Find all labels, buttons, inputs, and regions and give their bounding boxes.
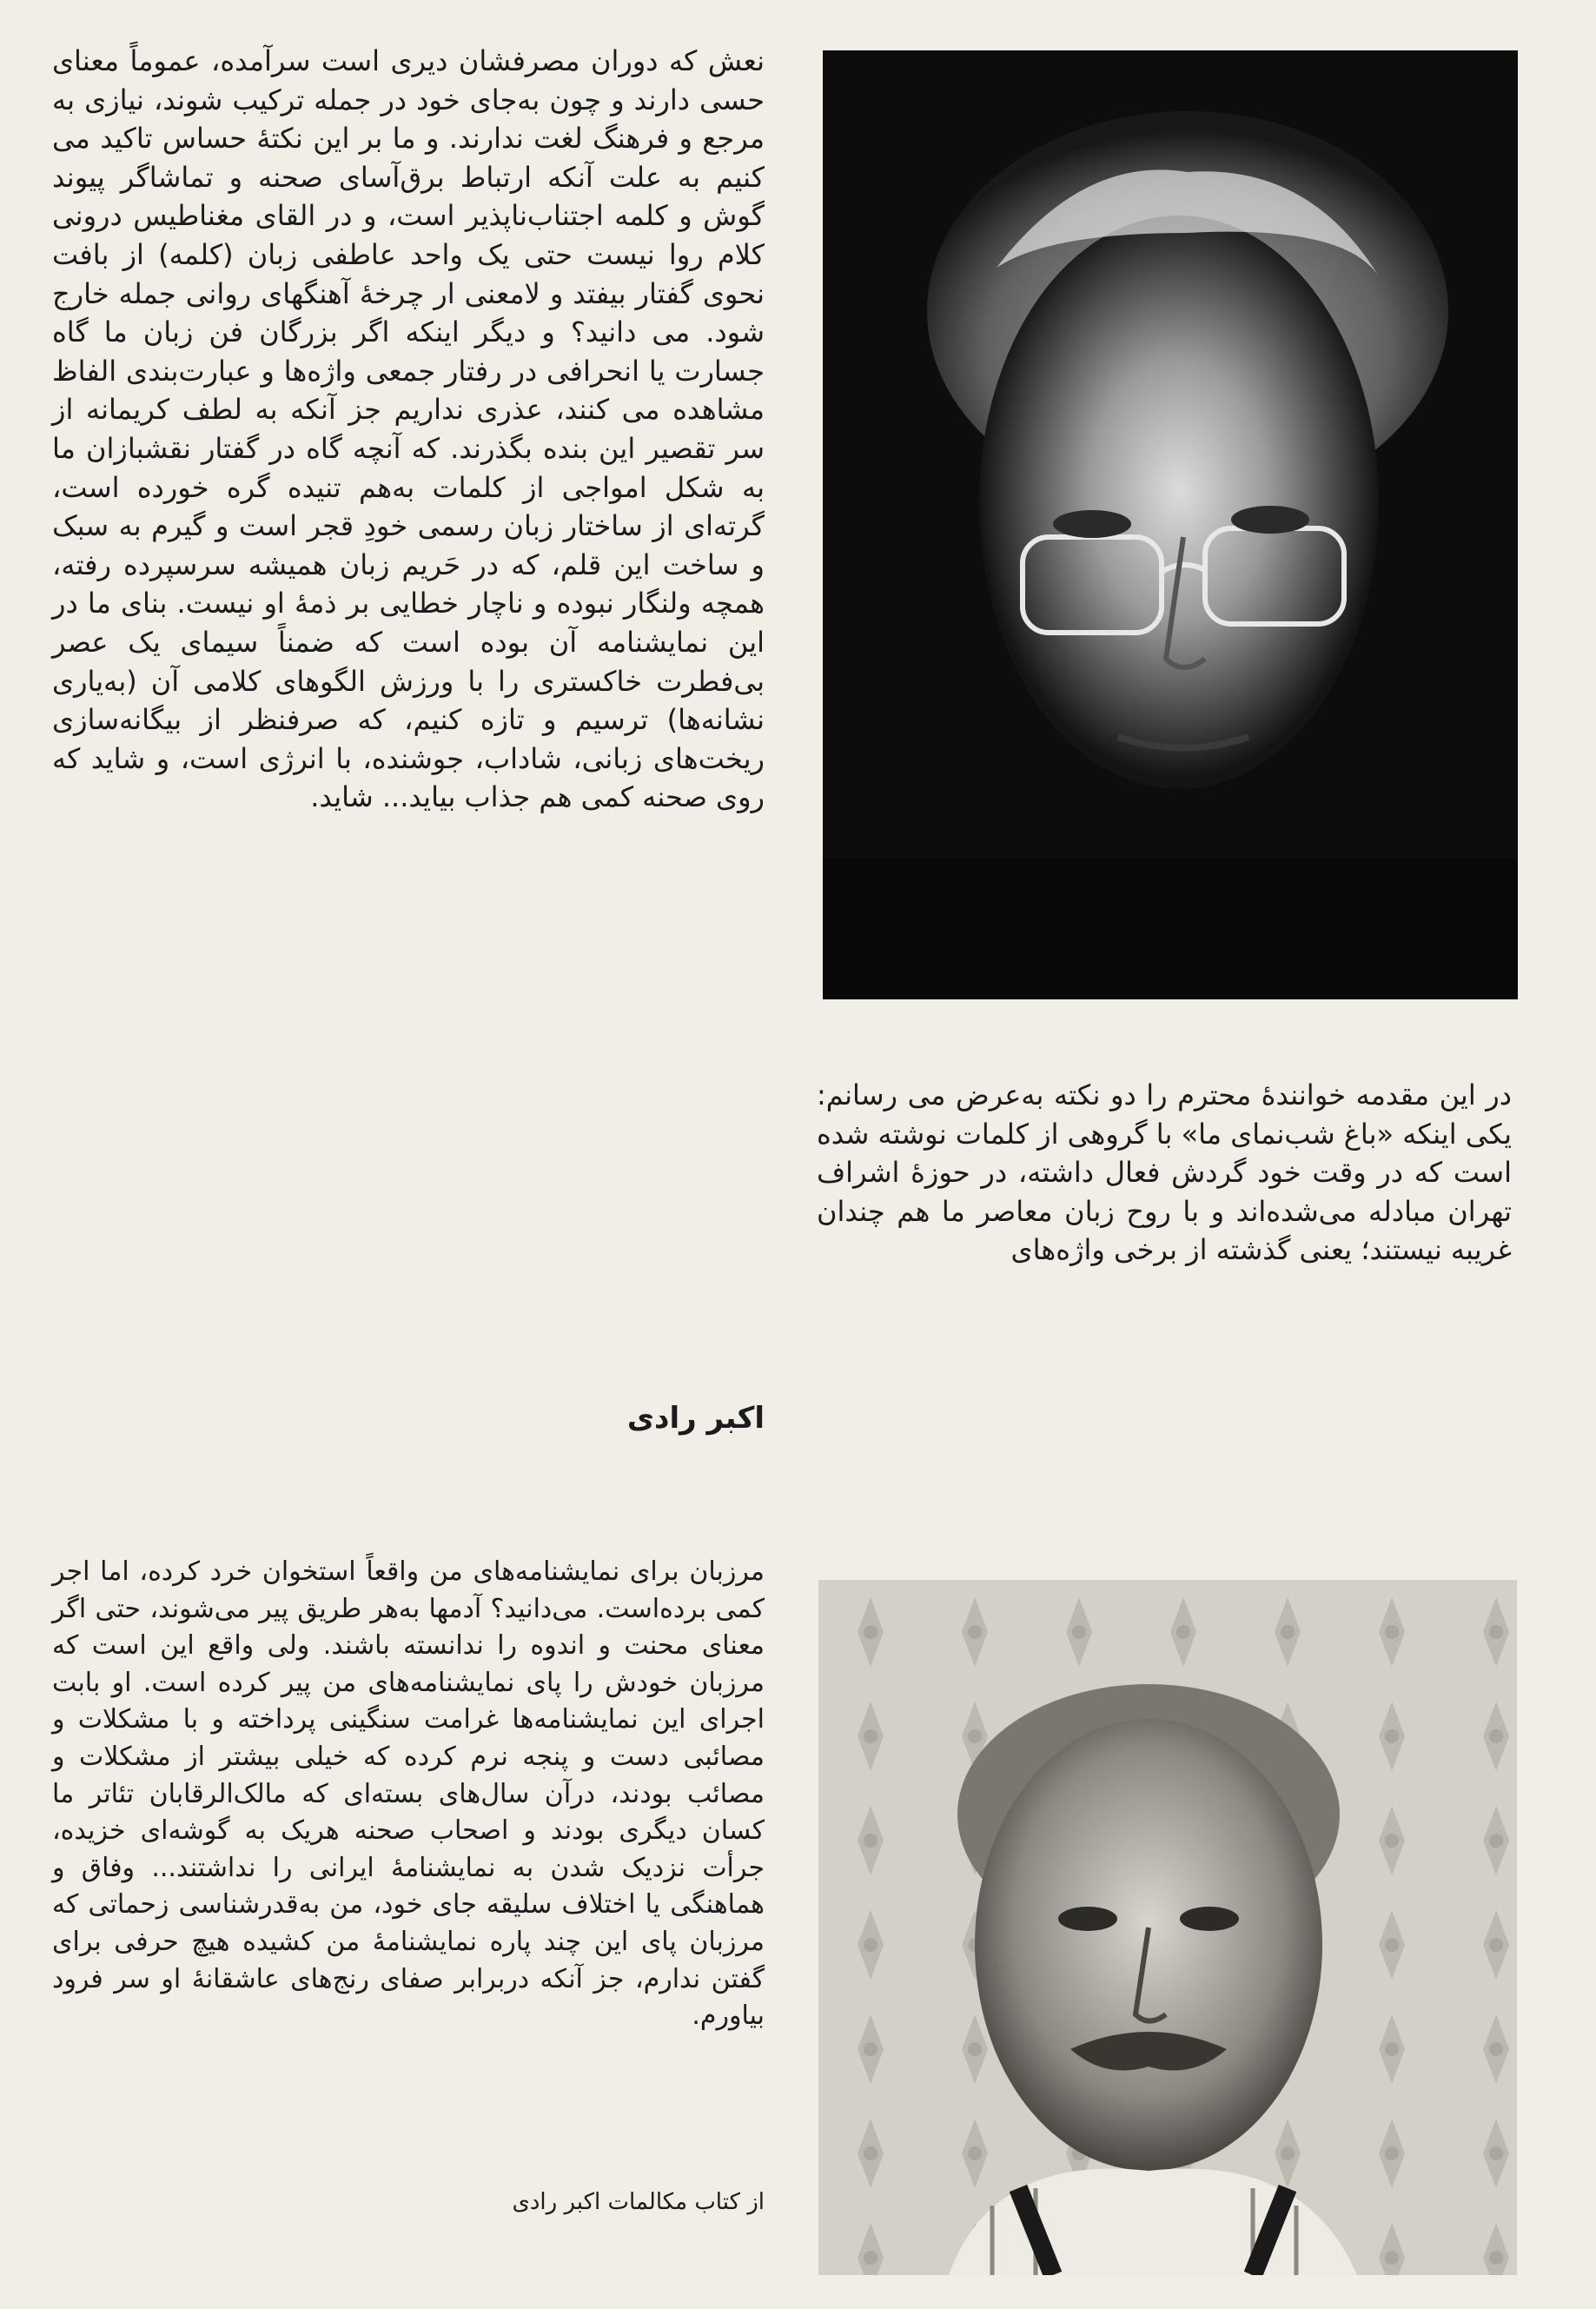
author-signature: اکبر رادی [626, 1401, 765, 1436]
portrait-mustache-image [818, 1580, 1517, 2275]
section1-intro-paragraph: در این مقدمه خوانندهٔ محترم را دو نکته به‌عرض می رسانم: یکی اینکه «باغ شب‌نمای ما» با گروهی از کلمات نوشته شده است که در وقت خود گردش فعال داشته، در حوزهٔ اشراف تهران مبادله می‌شده‌اند و با روح زبان معاصر ما هم چندان غریبه نیستند؛ یعنی گذشته از برخی واژه‌های [816, 1078, 1512, 1267]
section2-body-paragraph: مرزبان برای نمایشنامه‌های من واقعاً استخوان خرد کرده، اما اجر کمی برده‌است. می‌دانید؟ آدمها به‌هر طریق پیر می‌شوند، حتی اگر معنای محنت و اندوه را ندانسته باشند. ولی واقع این است که مرزبان خودش را پای نمایشنامه‌های من پیر کرده است. او بابت اجرای این نمایشنامه‌ها غرامت سنگینی پرداخته و با مشکلات و مصائبی دست و پنجه نرم کرده که خیلی بیشتر از مشکلات و مصائب بودند، درآن سال‌های بسته‌ای که مالک‌الرقابان تئاتر ما کسان دیگری بودند و اصحاب صحنه هریک به گوشه‌ای خزیده، جرأت نزدیک شدن به نمایشنامهٔ ایرانی را نداشتند... وفاق و هماهنگی یا اختلاف سلیقه جای خود، من به‌قدرشناسی زحماتی که مرزبان پای این چند پاره نمایشنامهٔ من کشیده هیچ حرفی برای گفتن ندارم، جز آنکه دربرابر صفای رنج‌های عاشقانهٔ او سر فرود بیاورم. [52, 1556, 765, 2032]
portrait-photo-glasses [823, 50, 1518, 999]
portrait-glasses-image [823, 50, 1518, 999]
section1-intro-text [817, 1076, 1512, 1270]
portrait-photo-mustache [818, 1580, 1517, 2275]
source-credit: از کتاب مکالمات اکبر رادی [512, 2189, 765, 2215]
section1-body-paragraph: نعش که دوران مصرفشان دیری است سرآمده، عموماً معنای حسی دارند و چون به‌جای خود در جمله ترکیب شوند، نیازی به مرجع و فرهنگ لغت ندارند. و ما بر این نکتهٔ حساس تاکید می کنیم به علت آنکه ارتباط برق‌آسای صحنه و تماشاگر پیوند گوش و کلمه اجتناب‌ناپذیر است، و در القای مغناطیس درونی کلام روا نیست حتی یک واحد عاطفی زبان (کلمه) از بافت نحوی گفتار بیفتد و لامعنی ار چرخهٔ آهنگهای روانی جمله خارج شود. می دانید؟ و دیگر اینکه اگر بزرگان فن زبان ما گاه جسارت یا انحرافی در رفتار جمعی واژه‌ها و عبارت‌بندی الفاظ مشاهده می کنند، عذری نداریم جز آنکه به لطف کریمانه از سر تقصیر این بنده بگذرند. که آنچه گاه در گفتار نقشبازان ما به شکل امواجی از کلمات به‌هم تنیده گره خورده است، گرته‌ای از ساختار زبان رسمی خودِ قجر است و گیرم به سبک و ساخت این قلم، که در حَریم زبان همیشه سرسپرده رفته، همچه ولنگار نبوده و ناچار خطایی بر ذمهٔ او نیست. بنای ما در این نمایشنامه آن بوده است که ضمناً سیمای یک عصر بی‌فطرت خاکستری را با ورزش الگوهای کلامی آن (به‌یاری نشانه‌ها) ترسیم و تازه کنیم، که صرفنظر از بیگانه‌سازی ریخت‌های زبانی، شاداب، جوشنده، با انرژی است، و شاید که روی صحنه کمی هم جذاب بیاید... شاید. [52, 44, 765, 814]
section2-body-text [52, 1554, 765, 2035]
section1-body-text [52, 42, 765, 817]
